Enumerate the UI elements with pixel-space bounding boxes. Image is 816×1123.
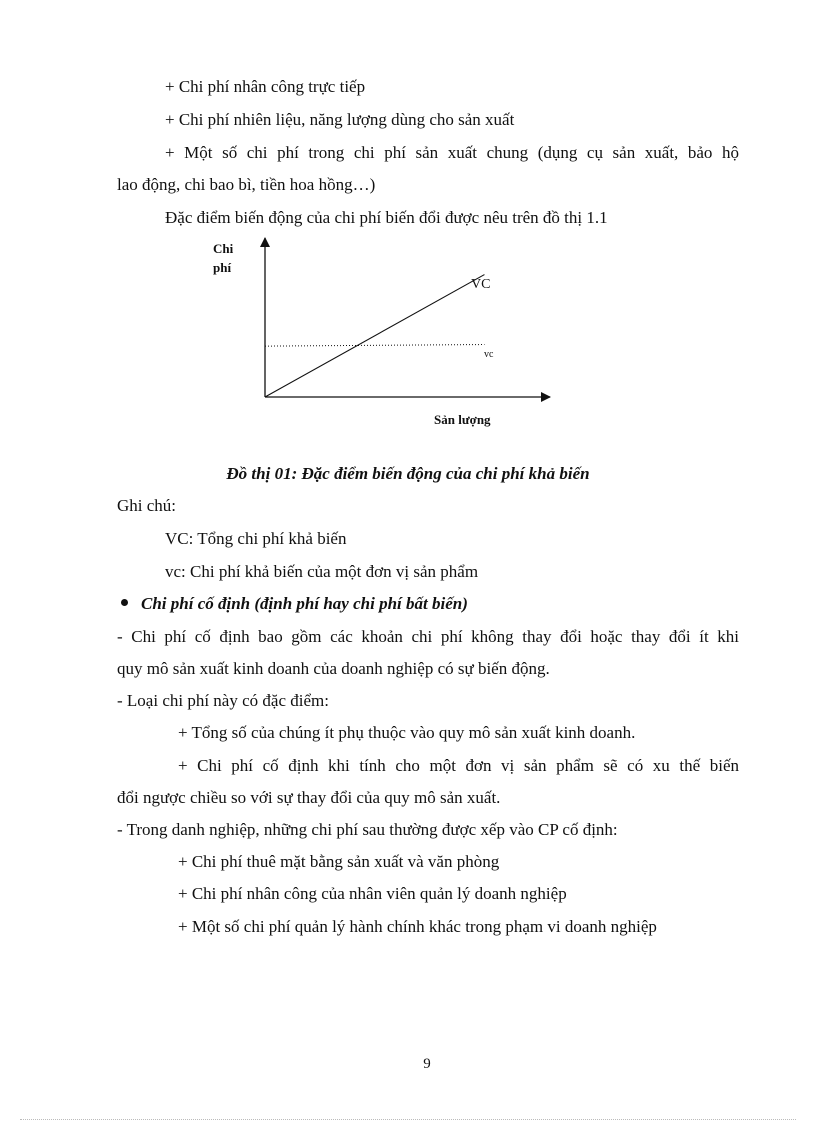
series-label-VC: VC: [471, 277, 491, 292]
text-line: Đặc điểm biến động của chi phí biến đổi được nêu trên đồ thị 1.1: [165, 208, 608, 227]
text-line: lao động, chi bao bì, tiền hoa hồng…): [117, 175, 376, 194]
section-heading: Chi phí cố định (định phí hay chi phí bất biến): [141, 594, 468, 613]
y-axis-label-line2: phí: [213, 260, 232, 275]
text-line: - Trong danh nghiệp, những chi phí sau thường được xếp vào CP cố định:: [117, 820, 618, 839]
text-line: đổi ngược chiều so với sự thay đổi của quy mô sản xuất.: [117, 788, 501, 807]
text-line: quy mô sản xuất kinh doanh của doanh nghiệp có sự biến động.: [117, 659, 550, 678]
text-line: + Một số chi phí quản lý hành chính khác trong phạm vi doanh nghiệp: [178, 917, 657, 936]
variable-cost-chart: [0, 0, 816, 440]
text-line: + Tổng số của chúng ít phụ thuộc vào quy mô sản xuất kinh doanh.: [178, 723, 636, 742]
series-line-vc: [265, 345, 484, 347]
text-line: + Chi phí nhiên liệu, năng lượng dùng cho sản xuất: [165, 110, 515, 129]
y-axis-label-line1: Chi: [213, 241, 234, 256]
note-item: vc: Chi phí khả biến của một đơn vị sản phẩm: [165, 562, 479, 581]
text-line: - Loại chi phí này có đặc điểm:: [117, 691, 329, 710]
text-line: + Chi phí thuê mặt bằng sản xuất và văn phòng: [178, 852, 500, 871]
text-line: + Một số chi phí trong chi phí sản xuất chung (dụng cụ sản xuất, bảo hộ: [165, 143, 739, 162]
text-line: + Chi phí nhân công của nhân viên quản lý doanh nghiệp: [178, 884, 567, 903]
page-bottom-divider: [20, 1119, 796, 1120]
bullet-icon: [121, 599, 128, 606]
text-line: + Chi phí cố định khi tính cho một đơn vị sản phẩm sẽ có xu thế biến: [178, 756, 739, 775]
text-line: - Chi phí cố định bao gồm các khoản chi phí không thay đổi hoặc thay đổi ít khi: [117, 627, 739, 646]
series-label-vc: vc: [484, 349, 494, 360]
page-number: 9: [423, 1056, 431, 1072]
notes-title: Ghi chú:: [117, 496, 177, 515]
series-line-VC: [265, 275, 484, 397]
note-item: VC: Tổng chi phí khả biến: [165, 529, 347, 548]
x-axis-label: Sản lượng: [434, 412, 491, 427]
chart-caption: Đồ thị 01: Đặc điểm biến động của chi phí khả biến: [226, 464, 590, 483]
text-line: + Chi phí nhân công trực tiếp: [165, 77, 366, 96]
